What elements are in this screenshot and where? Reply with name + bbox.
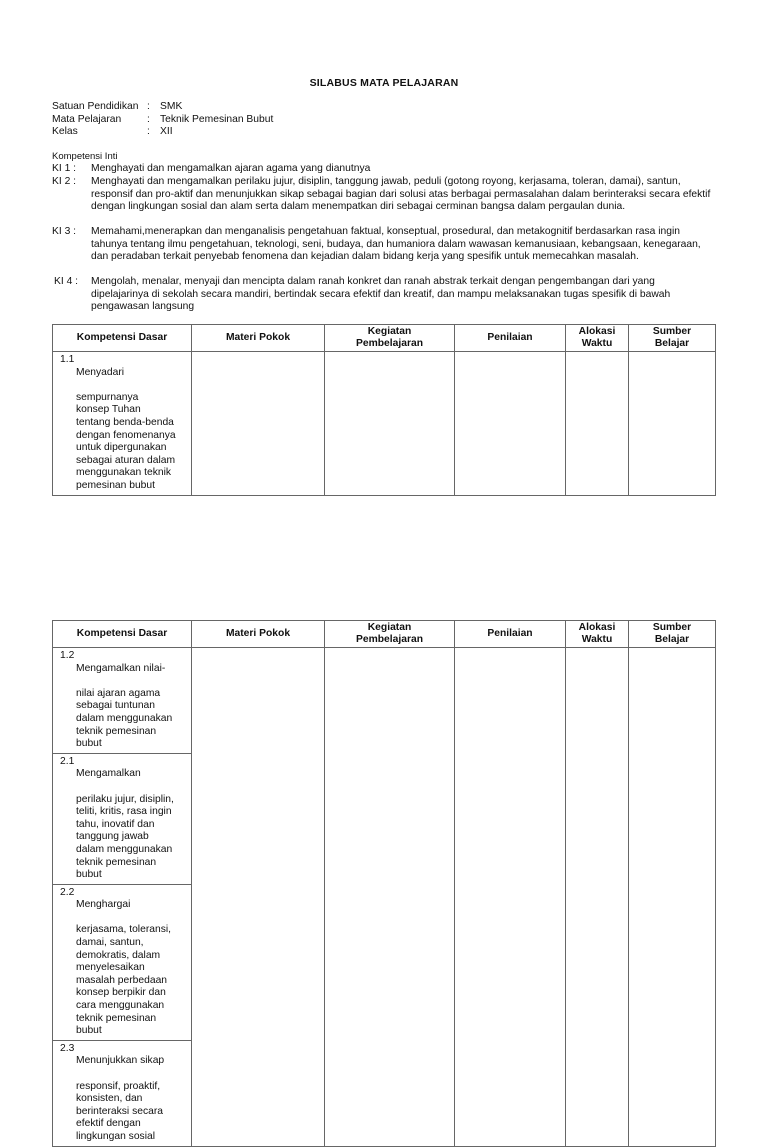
alokasi-cell: [566, 352, 629, 496]
table-header-row: [53, 325, 716, 352]
meta-label: Kelas: [52, 126, 78, 138]
ki-item: [52, 176, 712, 214]
ki-item: [52, 276, 712, 314]
kd-first-line: Mengamalkan: [76, 768, 141, 780]
ki-text: Menghayati dan mengamalkan ajaran agama yang dianutnya: [91, 163, 371, 174]
ki-code: KI 3 :: [52, 226, 77, 237]
kd-description: [76, 650, 186, 751]
meta-label: Satuan Pendidikan: [52, 101, 139, 112]
kd-rest: responsif, proaktif, konsisten, dan berinteraksi secara efektif dengan lingkungan sosial: [76, 1080, 163, 1142]
kd-rest: sempurnanya konsep Tuhan tentang benda-benda dengan fenomenanya untuk dipergunakan sebagai aturan dalam menggunakan teknik pemesinan bubut: [76, 391, 176, 491]
header-sumber-belajar: Sumber Belajar: [629, 325, 716, 352]
kd-number: 2.3: [60, 1042, 75, 1054]
identity-block: [52, 101, 273, 139]
header-materi-pokok: Materi Pokok: [192, 621, 325, 648]
materi-pokok-cell: [192, 648, 325, 1147]
header-materi-pokok: Materi Pokok: [192, 325, 325, 352]
kompetensi-dasar-cell: [53, 884, 192, 1040]
table-header-row: [53, 621, 716, 648]
penilaian-cell: [455, 648, 566, 1147]
header-penilaian: Penilaian: [455, 621, 566, 648]
kd-number: 2.2: [60, 886, 75, 898]
header-kegiatan-pembelajaran: Kegiatan Pembelajaran: [325, 325, 455, 352]
kd-first-line: Menyadari: [76, 366, 125, 378]
ki-item: [52, 226, 712, 264]
ki-text: Menghayati dan mengamalkan perilaku jujur, disiplin, tanggung jawab, peduli (gotong royong, kerjasama, toleran, damai), santun, responsif dan pro-aktif dan menunjukkan sikap sebagai bagian dari solusi atas berbagai permasalahan dalam berinteraksi secara efektif dengan lingkungan sosial dan alam serta dalam menempatkan diri sebagai cerminan bangsa dalam pergaulan dunia.: [91, 176, 711, 213]
meta-label: Mata Pelajaran: [52, 113, 122, 125]
ki-heading: Kompetensi Inti: [52, 151, 118, 162]
header-kegiatan-pembelajaran: Kegiatan Pembelajaran: [325, 621, 455, 648]
header-kompetensi-dasar: Kompetensi Dasar: [53, 621, 192, 648]
ki-item: [52, 163, 712, 176]
kd-description: [76, 1043, 186, 1144]
kd-rest: perilaku jujur, disiplin, teliti, kritis, rasa ingin tahu, inovatif dan tanggung jawab dalam menggunakan teknik pemesinan bubut: [76, 793, 174, 881]
ki-code: KI 1 :: [52, 163, 77, 174]
kompetensi-dasar-cell: [53, 352, 192, 496]
meta-row: [52, 126, 273, 139]
penilaian-cell: [455, 352, 566, 496]
meta-separator: :: [147, 126, 150, 138]
sumber-cell: [629, 648, 716, 1147]
ki-text: Mengolah, menalar, menyaji dan mencipta dalam ranah konkret dan ranah abstrak terkait dengan pengembangan dari yang dipelajarinya di sekolah secara mandiri, bertindak secara efektif dan kreatif, dan mampu melaksanakan tugas spesifik di bawah pengawasan langsung: [91, 276, 671, 313]
sumber-cell: [629, 352, 716, 496]
header-kompetensi-dasar: Kompetensi Dasar: [53, 325, 192, 352]
kd-first-line: Menunjukkan sikap: [76, 1055, 165, 1067]
materi-pokok-cell: [192, 352, 325, 496]
kd-description: [76, 756, 186, 882]
kd-rest: kerjasama, toleransi, damai, santun, demokratis, dalam menyelesaikan masalah perbedaan konsep berpikir dan cara menggunakan teknik pemesinan bubut: [76, 924, 171, 1037]
table-row: [53, 352, 716, 496]
kd-rest: nilai ajaran agama sebagai tuntunan dalam menggunakan teknik pemesinan bubut: [76, 687, 173, 750]
kd-description: [76, 887, 186, 1038]
alokasi-cell: [566, 648, 629, 1147]
header-penilaian: Penilaian: [455, 325, 566, 352]
syllabus-table: [52, 620, 716, 1147]
kd-number: 1.2: [60, 650, 75, 661]
header-sumber-belajar: Sumber Belajar: [629, 621, 716, 648]
meta-row: [52, 114, 273, 127]
kegiatan-cell: [325, 352, 455, 496]
header-alokasi-waktu: Alokasi Waktu: [566, 325, 629, 352]
table-row: [53, 648, 716, 754]
ki-code: KI 2 :: [52, 176, 77, 187]
header-alokasi-waktu: Alokasi Waktu: [566, 621, 629, 648]
kd-number: 1.1: [60, 354, 75, 365]
meta-separator: :: [147, 113, 150, 125]
meta-value: SMK: [160, 101, 183, 112]
meta-value: Teknik Pemesinan Bubut: [160, 113, 274, 125]
kd-number: 2.1: [60, 755, 75, 767]
kompetensi-dasar-cell: [53, 648, 192, 754]
kompetensi-dasar-cell: [53, 753, 192, 884]
kd-first-line: Menghargai: [76, 899, 131, 911]
ki-code: KI 4 :: [54, 276, 79, 287]
kompetensi-dasar-cell: [53, 1040, 192, 1146]
meta-row: [52, 101, 273, 114]
kd-first-line: Mengamalkan nilai-: [76, 662, 166, 674]
meta-separator: :: [147, 101, 150, 112]
syllabus-table: [52, 324, 716, 496]
kegiatan-cell: [325, 648, 455, 1147]
meta-value: XII: [160, 126, 173, 138]
document-title: SILABUS MATA PELAJARAN: [309, 77, 459, 89]
ki-text: Memahami,menerapkan dan menganalisis pengetahuan faktual, konseptual, prosedural, dan metakognitif berdasarkan rasa ingin tahunya tentang ilmu pengetahuan, teknologi, seni, budaya, dan humaniora dalam wawasan kemanusiaan, kebangsaan, kenegaraan, dan peradaban terkait penyebab fenomena dan kejadian dalam bidang kerja yang spesifik untuk memecahkan masalah.: [91, 226, 701, 263]
kd-description: [76, 354, 186, 493]
